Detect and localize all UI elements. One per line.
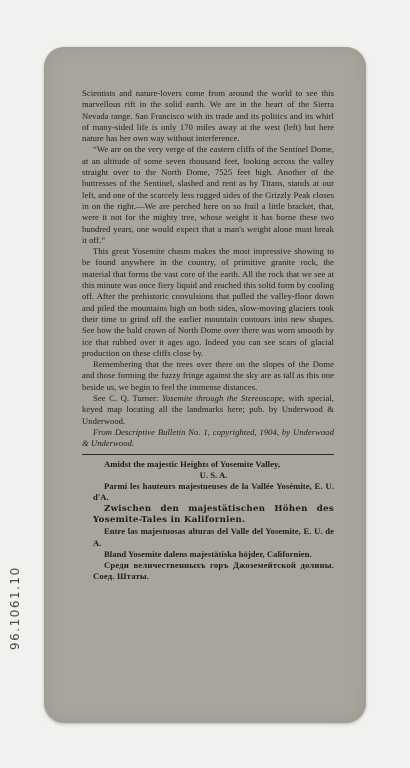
handwritten-catalog-number: 96.1061.10 <box>8 566 22 650</box>
caption-english: Amidst the majestic Heights of Yosemite Valley, <box>104 458 281 469</box>
see-reference <box>82 393 334 427</box>
caption-spanish: Entre las majestuosas alturas del Valle del Yosemite, E. U. de A. <box>93 526 334 548</box>
paragraph-intro: Scientists and nature-lovers come from around the world to see this marvellous rift in the solid earth. We are in the heart of the Sierra Nevada range. San Francisco with its trade and its politics and its whirl of many-sided life is only 170 miles away at the west (left) but here nature has her own way without interference. <box>82 88 334 144</box>
paragraph-distances: Remembering that the trees over there on the slopes of the Dome and those forming the fuzzy fringe against the sky are as tall as this one beside us, we begin to feel the immense distances. <box>82 359 334 392</box>
multilingual-captions <box>82 459 334 583</box>
caption-french: Parmi les hauteurs majestueuses de la Vallée Yosémite, E. U. d'A. <box>93 481 334 503</box>
divider-rule <box>82 454 334 455</box>
caption-russian: Среди величественныхъ горъ Джоземейтской долины. Соед. Штаты. <box>93 560 334 582</box>
see-suffix: with special, keyed map locating all the landmarks here; pub. by Underwood & Underwood. <box>82 393 334 426</box>
caption-swedish: Bland Yosemite dalens majestätiska höjder, Californien. <box>104 548 312 559</box>
source-credit: From Descriptive Bulletin No. 1, copyrighted, 1904, by Underwood & Underwood. <box>82 426 334 449</box>
see-prefix: See C. Q. Turner: <box>93 393 162 404</box>
card-text-block <box>82 88 334 583</box>
paragraph-quote: “We are on the very verge of the eastern cliffs of the Sentinel Dome, at an altitude of some seven thousand feet, looking across the valley straight over to the North Dome, 7525 feet high. Another of the buttresses of the Sentinel, slashed and rent as by Titans, stands at our left, and one of the scarcely less rugged sides of the Grizzly Peak closes in on the right.—We are perched here on so frail a little bracket, that, were it not for the mighty tree, whose weight it has borne these two hundred years, one would expect that a man's weight alone must break it off.” <box>82 144 334 245</box>
caption-english-country: U. S. A. <box>199 469 228 480</box>
paragraph-geology: This great Yosemite chasm makes the most impressive showing to be found anywhere in the country, of primitive granite rock, the material that forms the vast core of the earth. All the rock that we see at this minute was once fiery liquid and reached this solid form by cooling off. After the prehistoric convulsions that pulled the valley-floor down and piled the mountains high on both sides, slow-moving glaciers took their time to grind off the earlier mountain contours into new shapes. See how the bald crown of North Dome over there was worn smooth by ice that rubbed over it ages ago. Indeed you can see scars of glacial production on these cliffs close by. <box>82 246 334 358</box>
see-title: Yosemite through the Stereoscope, <box>161 393 285 404</box>
caption-german: Zwischen den majestätischen Höhen des Yosemite-Tales in Kalifornien. <box>93 503 334 525</box>
